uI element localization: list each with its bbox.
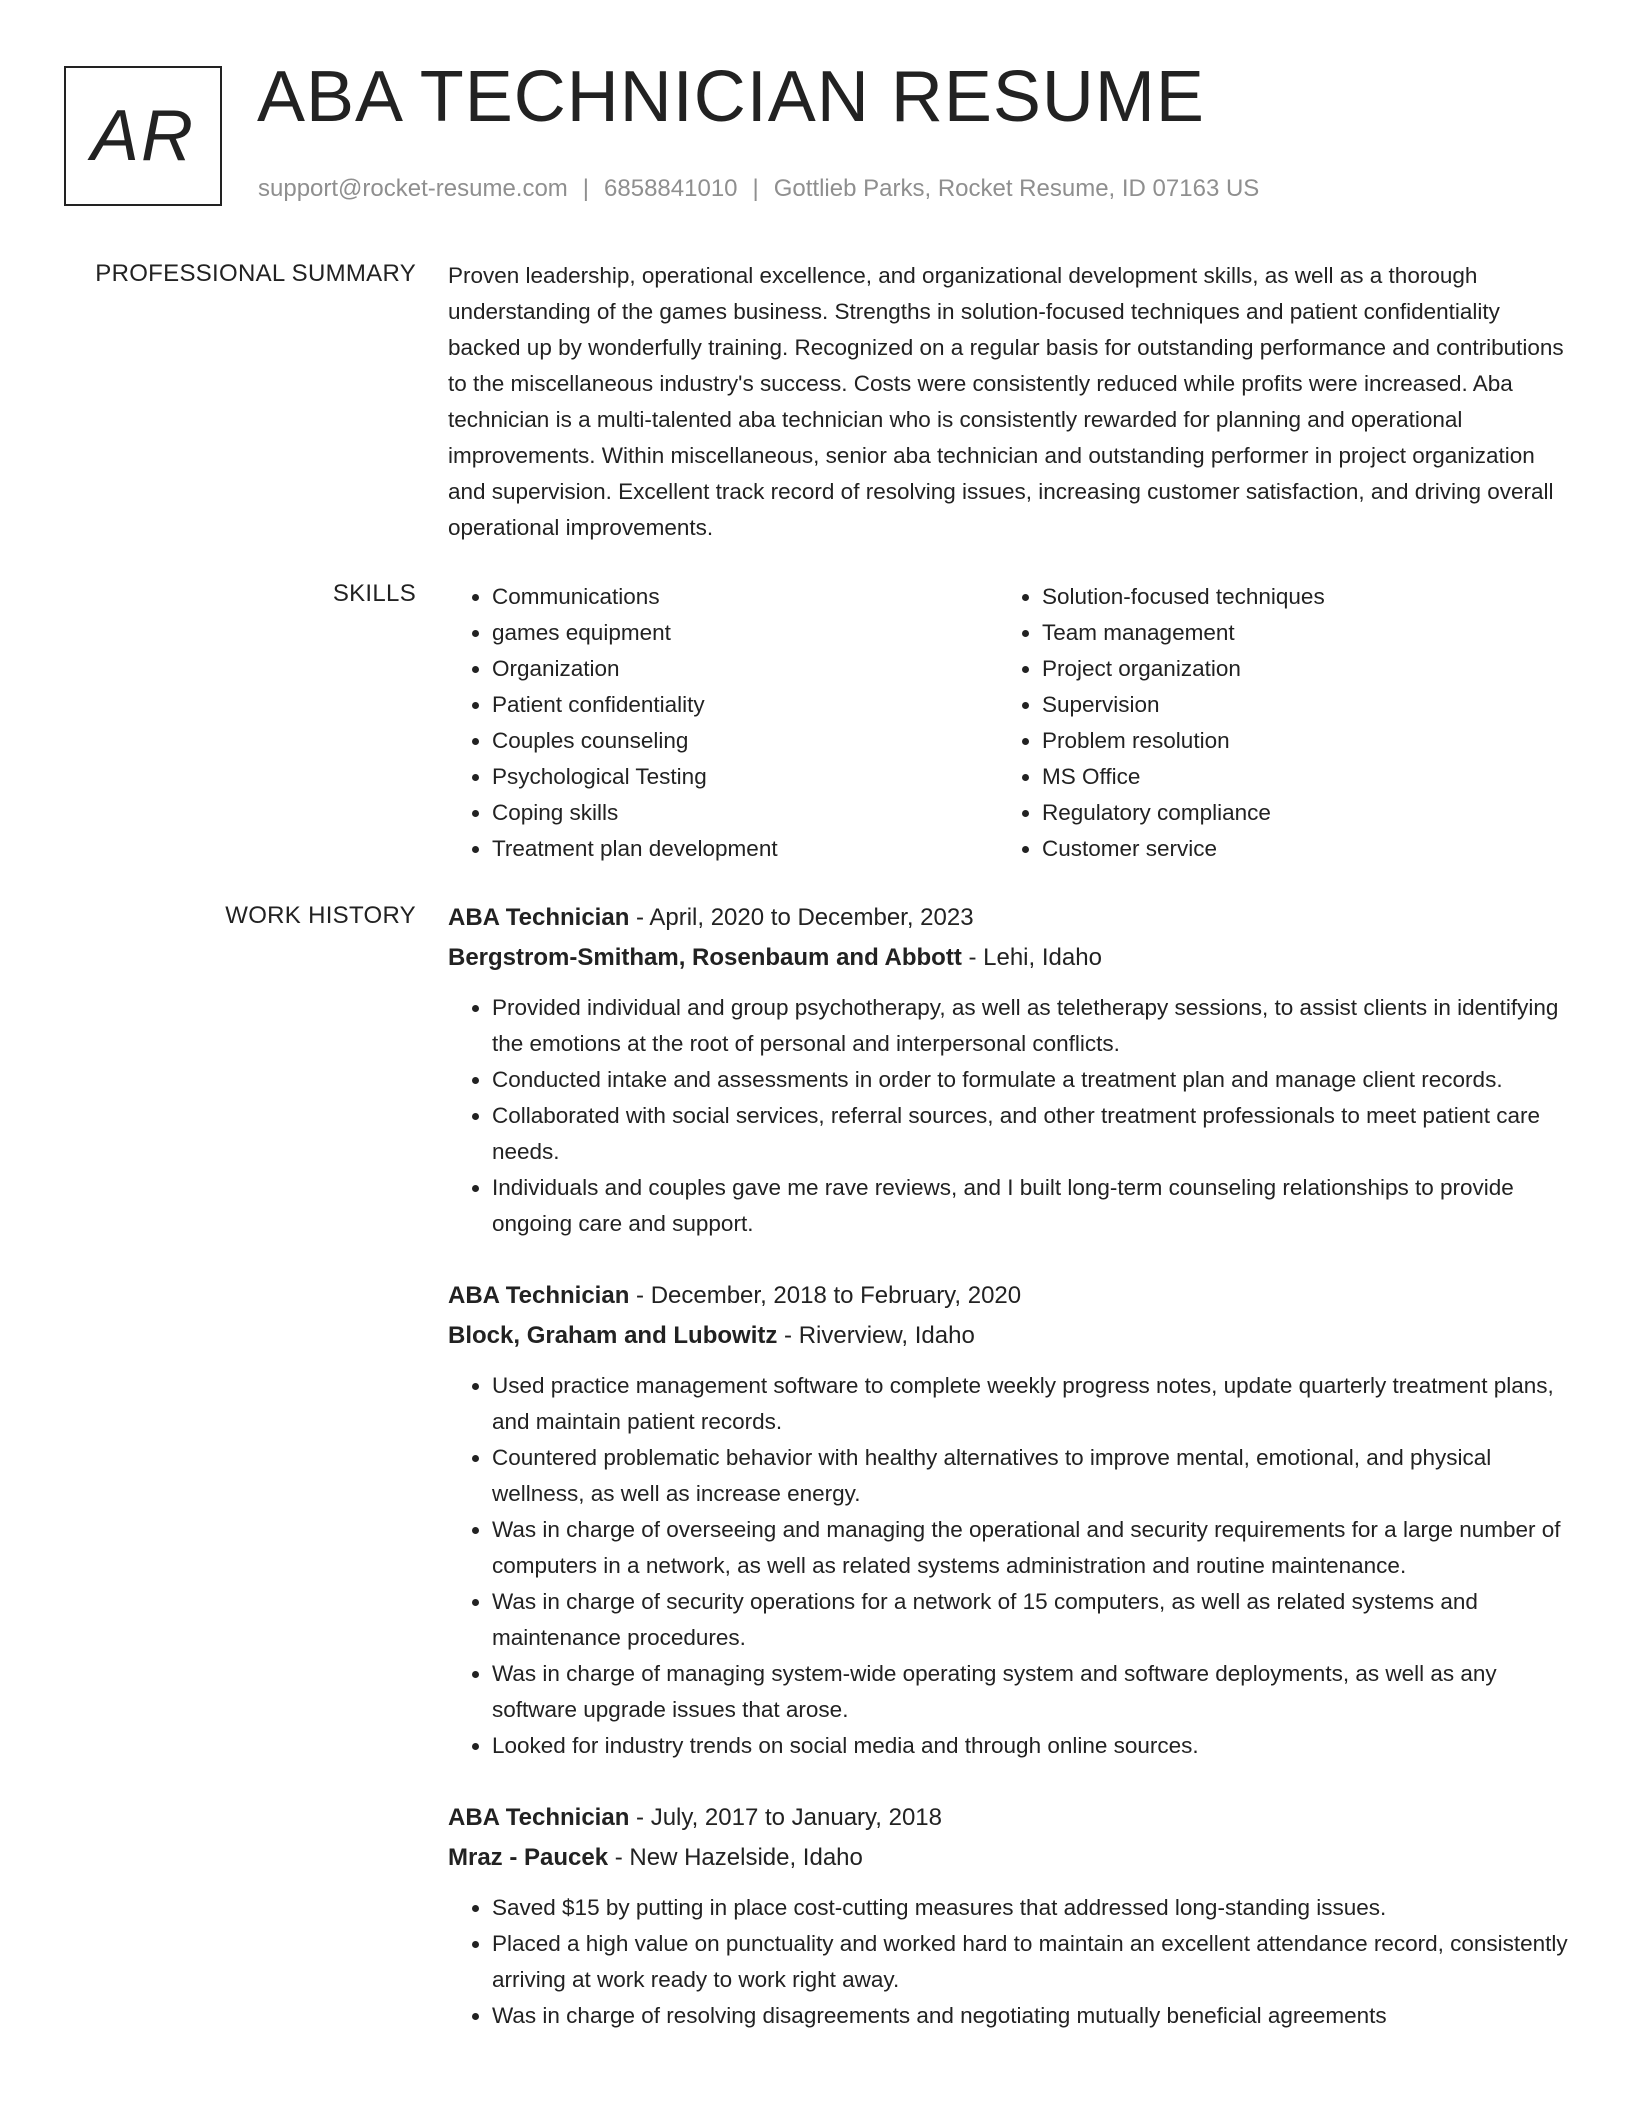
job-bullet: • Saved $15 by putting in place cost-cutting measures that addressed long-standing issues.: [492, 1890, 1568, 1926]
skills-heading: SKILLS: [332, 580, 416, 607]
job-bullet: • Looked for industry trends on social media and through online sources.: [492, 1728, 1568, 1764]
skill-item: • games equipment: [492, 615, 998, 651]
resume-title: ABA TECHNICIAN RESUME: [257, 57, 1205, 137]
job-dates: - December, 2018 to February, 2020: [629, 1282, 1022, 1309]
job-title-line: [448, 1276, 1568, 1316]
job-bullet: • Conducted intake and assessments in order to formulate a treatment plan and manage client records.: [492, 1062, 1568, 1098]
work-history-heading: WORK HISTORY: [225, 902, 416, 929]
job-bullet: • Individuals and couples gave me rave reviews, and I built long-term counseling relationships to provide ongoing care and support.: [492, 1170, 1568, 1242]
job-company-line: [448, 938, 1568, 978]
job-location: - Lehi, Idaho: [961, 944, 1102, 971]
skills-list-left: [448, 579, 998, 867]
job-company: Block, Graham and Lubowitz: [448, 1322, 778, 1349]
job-title-line: [448, 1798, 1568, 1838]
contact-email: support@rocket-resume.com: [258, 175, 568, 202]
skills-list-right: [998, 579, 1548, 867]
skill-item: • Problem resolution: [1042, 723, 1548, 759]
job-title: ABA Technician: [448, 1282, 630, 1309]
skill-item: • Customer service: [1042, 831, 1548, 867]
job-location: - New Hazelside, Idaho: [608, 1844, 863, 1871]
skill-item: • Project organization: [1042, 651, 1548, 687]
contact-separator: |: [582, 175, 590, 202]
job-bullets: [448, 1890, 1568, 2034]
job-company-line: [448, 1316, 1568, 1356]
contact-address: Gottlieb Parks, Rocket Resume, ID 07163 US: [773, 175, 1260, 202]
skill-item: • Supervision: [1042, 687, 1548, 723]
job-bullet: • Collaborated with social services, referral sources, and other treatment professionals to meet patient care needs.: [492, 1098, 1568, 1170]
contact-line: [258, 175, 1259, 203]
job-entry: [448, 898, 1568, 1242]
job-bullet: • Was in charge of resolving disagreements and negotiating mutually beneficial agreements: [492, 1998, 1568, 2034]
skill-item: • Psychological Testing: [492, 759, 998, 795]
job-bullet: • Was in charge of security operations for a network of 15 computers, as well as related systems and maintenance procedures.: [492, 1584, 1568, 1656]
job-bullets: [448, 1368, 1568, 1764]
skill-item: • Team management: [1042, 615, 1548, 651]
job-company: Mraz - Paucek: [448, 1844, 609, 1871]
monogram-logo: AR: [64, 66, 222, 206]
contact-phone: 6858841010: [604, 175, 738, 202]
skill-item: • Solution-focused techniques: [1042, 579, 1548, 615]
skill-item: • Patient confidentiality: [492, 687, 998, 723]
skill-item: • Treatment plan development: [492, 831, 998, 867]
job-bullet: • Used practice management software to complete weekly progress notes, update quarterly treatment plans, and maintain patient records.: [492, 1368, 1568, 1440]
job-location: - Riverview, Idaho: [777, 1322, 975, 1349]
job-bullet: • Provided individual and group psychotherapy, as well as teletherapy sessions, to assist clients in identifying the emotions at the root of personal and interpersonal conflicts.: [492, 990, 1568, 1062]
job-bullet: • Was in charge of overseeing and managing the operational and security requirements for a large number of computers in a network, as well as related systems administration and routine maintenance.: [492, 1512, 1568, 1584]
summary-heading: PROFESSIONAL SUMMARY: [95, 260, 416, 287]
summary-section: [448, 258, 1568, 546]
contact-separator: |: [752, 175, 759, 202]
job-entry: [448, 1276, 1568, 1764]
job-bullet: • Countered problematic behavior with healthy alternatives to improve mental, emotional, and physical wellness, as well as increase energy.: [492, 1440, 1568, 1512]
job-dates: - July, 2017 to January, 2018: [629, 1804, 942, 1831]
job-company-line: [448, 1838, 1568, 1878]
skill-item: • MS Office: [1042, 759, 1548, 795]
skill-item: • Regulatory compliance: [1042, 795, 1548, 831]
job-company: Bergstrom-Smitham, Rosenbaum and Abbott: [448, 944, 962, 971]
skills-section: [448, 579, 1568, 867]
job-bullets: [448, 990, 1568, 1242]
job-bullet: • Placed a high value on punctuality and worked hard to maintain an excellent attendance record, consistently arriving at work ready to work right away.: [492, 1926, 1568, 1998]
job-title-line: [448, 898, 1568, 938]
skill-item: • Coping skills: [492, 795, 998, 831]
job-bullet: • Was in charge of managing system-wide operating system and software deployments, as well as any software upgrade issues that arose.: [492, 1656, 1568, 1728]
work-history-section: [448, 898, 1568, 2068]
skill-item: • Communications: [492, 579, 998, 615]
skills-grid: [448, 579, 1568, 867]
job-dates: - April, 2020 to December, 2023: [629, 904, 974, 931]
job-entry: [448, 1798, 1568, 2034]
job-title: ABA Technician: [448, 904, 630, 931]
job-title: ABA Technician: [448, 1804, 630, 1831]
summary-text: Proven leadership, operational excellence, and organizational development skills, as well as a thorough understanding of the games business. Strengths in solution-focused techniques and patient confidentiality backed up by wonderfully training. Recognized on a regular basis for outstanding performance and contributions to the miscellaneous industry's success. Costs were consistently reduced while profits were increased. Aba technician is a multi-talented aba technician who is consistently rewarded for planning and operational improvements. Within miscellaneous, senior aba technician and outstanding performer in project organization and supervision. Excellent track record of resolving issues, increasing customer satisfaction, and driving overall operational improvements.: [448, 263, 1564, 540]
skill-item: • Organization: [492, 651, 998, 687]
skill-item: • Couples counseling: [492, 723, 998, 759]
